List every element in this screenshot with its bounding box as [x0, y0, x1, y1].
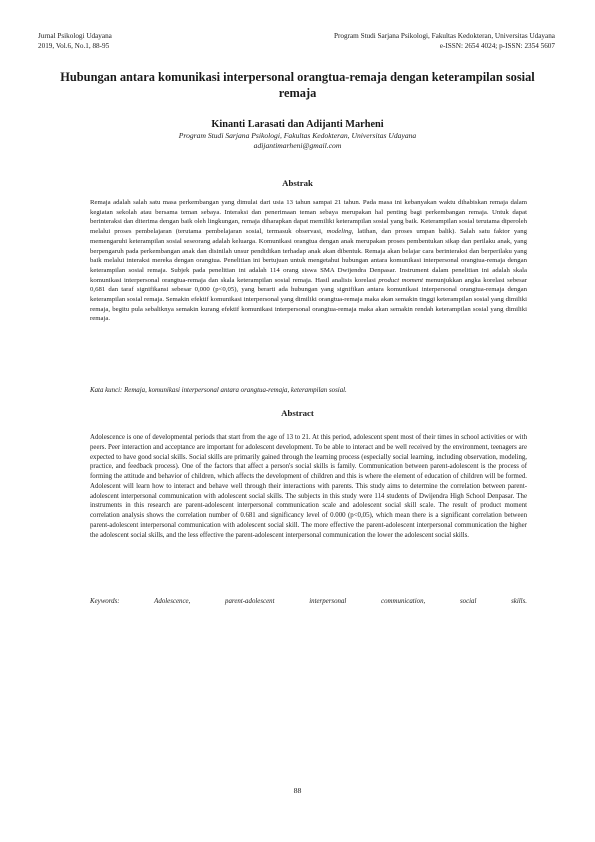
page-number: 88	[293, 786, 302, 795]
abstract-heading: Abstract	[281, 408, 314, 418]
author-names: Kinanti Larasati dan Adijanti Marheni	[211, 119, 384, 130]
running-header-left	[38, 32, 112, 51]
author-email: adijantimarheni@gmail.com	[253, 141, 342, 150]
abstrak-term-modeling: modeling	[326, 228, 352, 236]
abstrak-text-part-1: Remaja adalah salah satu masa perkembangan yang dimulai dari usia 13 tahun sampai 21 tahun. Pada masa ini kebanyakan waktu dihabiskan remaja dalam kegiatan sekolah atau bersama teman sebaya. Interaksi dan penerimaan teman sebaya merupakan hal penting bagi perkembangan remaja. Untuk dapat berinteraksi dan diterima dengan baik oleh lingkungan, remaja diharapkan dapat memiliki keterampilan sosial yang baik. Keterampilan sosial terutama diperoleh melalui proses pembelajaran (terutama pembelajaran sosial, termasuk observasi,	[90, 199, 527, 236]
abstrak-keywords: Kata kunci: Remaja, komunikasi interpersonal antara orangtua-remaja, keterampilan sosial.	[90, 387, 347, 394]
abstrak-text-part-3: menunjukkan angka korelasi sebesar 0,681 dan taraf signifikansi sebesar 0,000 (p<0,05), yang berarti ada hubungan yang signifikan antara komunikasi interpersonal orangtua-remaja dengan keterampilan sosial remaja. Semakin efektif komunikasi interpersonal yang dimiliki orangtua-remaja maka akan semakin tinggi keterampilan sosial yang dimiliki remaja, begitu pula sebaliknya semakin kurang efektif komunikasi interpersonal orangtua-remaja maka akan semakin rendah keterampilan sosial yang dimiliki remaja.	[90, 276, 527, 323]
running-header-right	[334, 32, 555, 51]
abstract-body: Adolescence is one of developmental periods that start from the age of 13 to 21. At this period, adolescent spent most of their times in school activities or with peers. Peer interaction and acceptance are important for adolescent development. To be able to interact and be well received by the environment, teenagers are expected to have good social skills. Social skills are primarily gained through the learning process (especially social learning, including observation, modeling, practice, and feedback process). One of the factors that affect a person's social skills is family. Communication between parent-adolescent is the process of forming the attitude and behavior of children, which affects the development of children and this is where the element of education of children will be formed. Adolescent will learn how to interact and behave well through their interactions with parents. This study aims to determine the correlation between parent-adolescent interpersonal communication with adolescent social skills. The subjects in this study were 114 students of Dwijendra High School Denpasar. The instruments in this research are parent-adolescent interpersonal communication scale and adolescent social skill scale. The result of product moment correlation analysis shows the correlation number of 0.681 and significancy level of 0.000 (p<0,05), which mean there is a significant correlation between parent-adolescent interpersonal communication with adolescent social skill. The more effective the parent-adolescent interpersonal communication the higher the adolescent social skills, and the less effective the parent-adolescent interpersonal communication the lower the adolescent social skills.	[90, 434, 527, 539]
journal-volume: 2019, Vol.6, No.1, 88-95	[38, 41, 110, 50]
abstrak-body	[90, 198, 527, 324]
abstrak-text-part-2: , latihan, dan proses umpan balik). Salah satu faktor yang memengaruhi keterampilan sosial seseorang adalah keluarga. Komunikasi orangtua dengan anak merupakan proses pembentukan sikap dan perilaku anak, yang berpengaruh pada perkembangan anak dan disinilah unsur pendidikan terhadap anak akan dibentuk. Remaja akan belajar cara berinteraksi dan berperilaku yang baik melalui interaksi mereka dengan orangtua. Penelitian ini bertujuan untuk mengetahui hubungan antara komunikasi interpersonal orangtua-remaja dengan keterampilan sosial remaja. Subjek pada penelitian ini adalah 114 orang siswa SMA Dwijendra Denpasar. Instrument dalam penelitian ini adalah skala komunikasi interpersonal orangtua-remaja dan skala keterampilan sosial remaja. Hasil analisis korelasi	[90, 228, 527, 284]
journal-name: Jurnal Psikologi Udayana	[38, 32, 112, 40]
institution-name: Program Studi Sarjana Psikologi, Fakultas Kedokteran, Universitas Udayana	[334, 32, 555, 40]
abstract-keywords: Keywords: Adolescence, parent-adolescent interpersonal communication, social skills.	[90, 598, 527, 605]
article-title: Hubungan antara komunikasi interpersonal orangtua-remaja dengan keterampilan sosial remaja	[60, 70, 535, 100]
abstrak-term-product-moment: product moment	[378, 276, 423, 284]
issn-line: e-ISSN: 2654 4024; p-ISSN: 2354 5607	[439, 41, 555, 50]
abstrak-heading: Abstrak	[282, 178, 313, 188]
author-affiliation: Program Studi Sarjana Psikologi, Fakultas Kedokteran, Universitas Udayana	[178, 131, 417, 140]
